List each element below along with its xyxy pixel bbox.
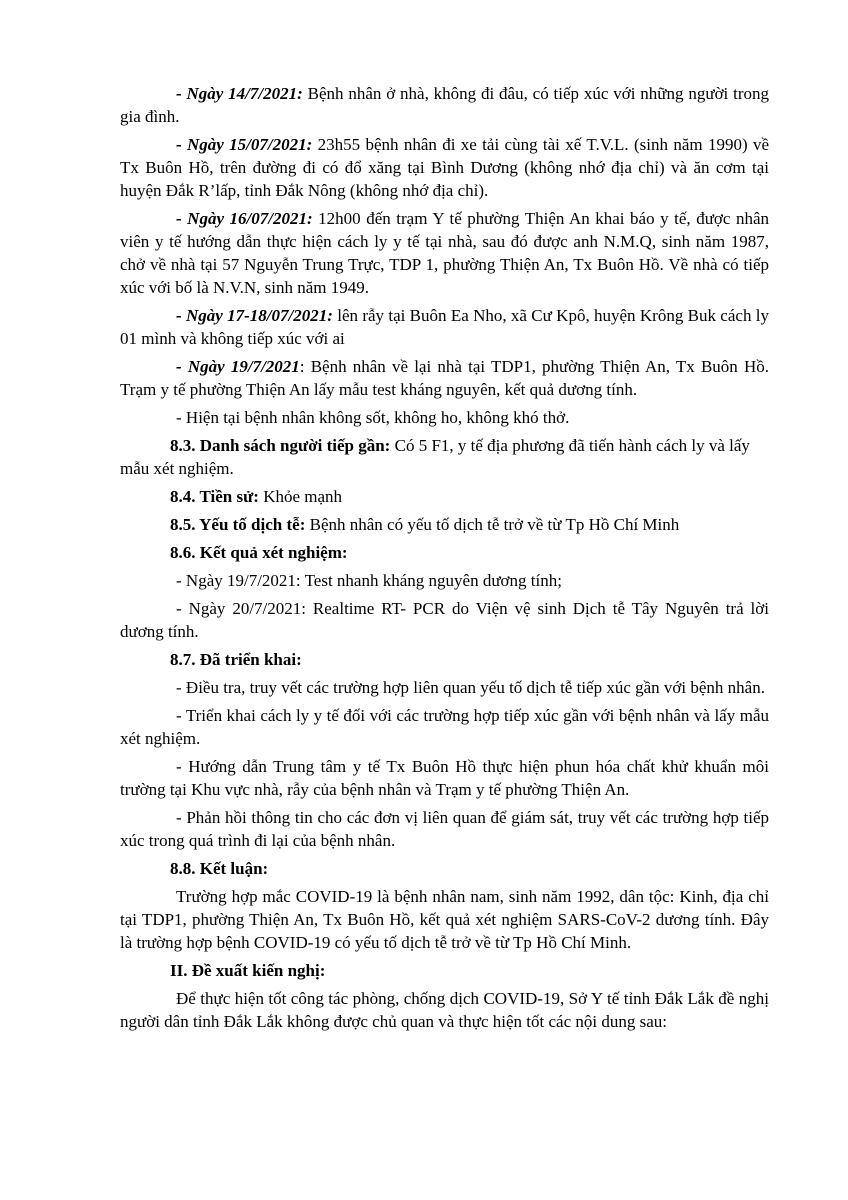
body-paragraph [120, 406, 769, 429]
text-run: 12h00 đến trạm Y tế phường Thiện An khai báo y tế, được nhân viên y tế hướng dẫn thực hiện cách ly y tế tại nhà, sau đó được anh N.M.Q, sinh năm 1987, chở về nhà tại 57 Nguyễn Trung Trực, TDP 1, phường Thiện An, Tx Buôn Hồ. Về nhà có tiếp xúc với bố là N.V.N, sinh năm 1949. [120, 209, 770, 297]
text-run: - Hướng dẫn Trung tâm y tế Tx Buôn Hồ thực hiện phun hóa chất khử khuẩn môi trường tại Khu vực nhà, rẫy của bệnh nhân và Trạm y tế phường Thiện An. [120, 757, 769, 799]
text-run: - Ngày 19/7/2021: Test nhanh kháng nguyên dương tính; [176, 571, 562, 590]
heading-text: 8.5. Yếu tố dịch tễ: [170, 515, 306, 534]
section-heading [120, 434, 769, 480]
section-heading [120, 959, 769, 982]
text-run: Trường hợp mắc COVID-19 là bệnh nhân nam, sinh năm 1992, dân tộc: Kinh, địa chỉ tại TDP1, phường Thiện An, Tx Buôn Hồ, kết quả xét nghiệm SARS-CoV-2 dương tính. Đây là trường hợp bệnh COVID-19 có yếu tố dịch tễ trở về từ Tp Hồ Chí Minh. [120, 887, 769, 952]
body-paragraph [120, 676, 769, 699]
text-run: Bệnh nhân có yếu tố dịch tễ trở về từ Tp Hồ Chí Minh [305, 515, 680, 534]
timeline-entry-paragraph [120, 82, 769, 128]
date-lead: - Ngày 17-18/07/2021: [176, 306, 333, 325]
heading-text: 8.3. Danh sách người tiếp gần: [170, 436, 391, 455]
text-run: - Hiện tại bệnh nhân không sốt, không ho, không khó thở. [176, 408, 570, 427]
text-run: lên rẫy tại Buôn Ea Nho, xã Cư Kpô, huyện Krông Buk cách ly 01 mình và không tiếp xúc với ai [120, 306, 769, 348]
timeline-entry-paragraph [120, 355, 769, 401]
heading-text: 8.8. Kết luận: [170, 859, 269, 878]
section-heading [120, 857, 769, 880]
document-body [120, 82, 769, 1038]
heading-text: II. Đề xuất kiến nghị: [170, 961, 326, 980]
body-paragraph [120, 885, 769, 954]
section-heading [120, 513, 769, 536]
body-paragraph [120, 704, 769, 750]
timeline-entry-paragraph [120, 207, 769, 299]
timeline-entry-paragraph [120, 304, 769, 350]
text-run: - Điều tra, truy vết các trường hợp liên quan yếu tố dịch tễ tiếp xúc gần với bệnh nhân. [176, 678, 765, 697]
text-run: - Phản hồi thông tin cho các đơn vị liên quan để giám sát, truy vết các trường hợp tiếp xúc trong quá trình đi lại của bệnh nhân. [120, 808, 769, 850]
text-run: 23h55 bệnh nhân đi xe tải cùng tài xế T.V.L. (sinh năm 1990) về Tx Buôn Hồ, trên đường đi có đổ xăng tại Bình Dương (không nhớ địa chỉ) và ăn cơm tại huyện Đắk R’lấp, tỉnh Đắk Nông (không nhớ địa chỉ). [120, 135, 769, 200]
text-run: Khỏe mạnh [258, 487, 343, 506]
heading-text: 8.4. Tiền sử: [170, 487, 259, 506]
text-run: : Bệnh nhân về lại nhà tại TDP1, phường Thiện An, Tx Buôn Hồ. Trạm y tế phường Thiện An lấy mẫu test kháng nguyên, kết quả dương tính. [120, 357, 769, 399]
body-paragraph [120, 569, 769, 592]
text-run: Để thực hiện tốt công tác phòng, chống dịch COVID-19, Sở Y tế tỉnh Đắk Lắk đề nghị người dân tỉnh Đắk Lắk không được chủ quan và thực hiện tốt các nội dung sau: [120, 989, 769, 1031]
body-paragraph [120, 987, 769, 1033]
text-run: Bệnh nhân ở nhà, không đi đâu, có tiếp xúc với những người trong gia đình. [120, 84, 769, 126]
body-paragraph [120, 755, 769, 801]
section-heading [120, 648, 769, 671]
timeline-entry-paragraph [120, 133, 769, 202]
body-paragraph [120, 597, 769, 643]
section-heading [120, 485, 769, 508]
text-run: - Triển khai cách ly y tế đối với các trường hợp tiếp xúc gần với bệnh nhân và lấy mẫu xét nghiệm. [120, 706, 769, 748]
section-heading [120, 541, 769, 564]
date-lead: - Ngày 19/7/2021 [176, 357, 300, 376]
date-lead: - Ngày 14/7/2021: [176, 84, 303, 103]
text-run: - Ngày 20/7/2021: Realtime RT- PCR do Viện vệ sinh Dịch tễ Tây Nguyên trả lời dương tính. [120, 599, 769, 641]
text-run: Có 5 F1, y tế địa phương đã tiến hành cách ly và lấy mẫu xét nghiệm. [120, 436, 750, 478]
heading-text: 8.7. Đã triển khai: [170, 650, 302, 669]
date-lead: - Ngày 15/07/2021: [176, 135, 313, 154]
body-paragraph [120, 806, 769, 852]
date-lead: - Ngày 16/07/2021: [176, 209, 313, 228]
heading-text: 8.6. Kết quả xét nghiệm: [170, 543, 348, 562]
